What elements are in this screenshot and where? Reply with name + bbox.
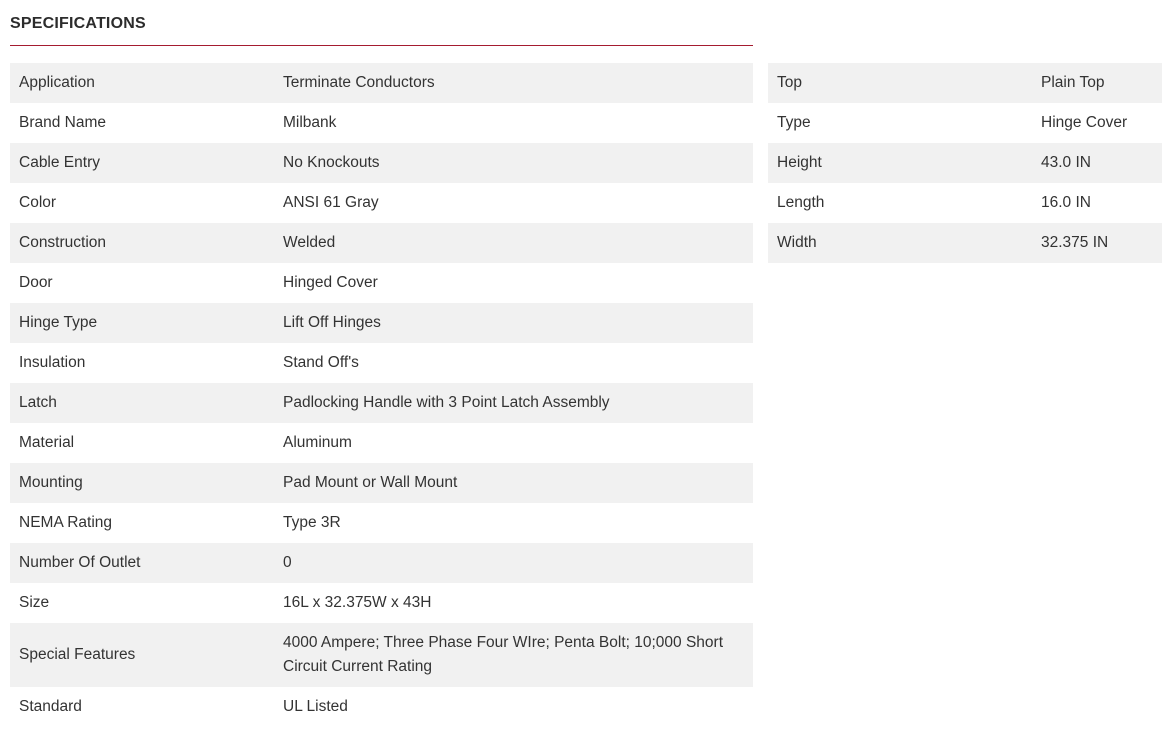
spec-value: Welded (283, 234, 336, 251)
spec-label: Construction (19, 234, 107, 251)
spec-row (10, 503, 753, 543)
spec-label: Special Features (19, 646, 136, 663)
spec-row (768, 223, 1162, 263)
spec-row (10, 143, 753, 183)
spec-value: Pad Mount or Wall Mount (283, 474, 458, 491)
spec-label: Type (777, 114, 811, 131)
spec-label: Color (19, 194, 57, 211)
spec-value: 16L x 32.375W x 43H (283, 594, 432, 611)
spec-value: Terminate Conductors (283, 74, 435, 91)
spec-value: 16.0 IN (1041, 194, 1091, 211)
spec-label: Material (19, 434, 75, 451)
spec-row (10, 463, 753, 503)
spec-label: Top (777, 74, 802, 91)
spec-label: Standard (19, 698, 82, 715)
spec-table-left (10, 63, 753, 727)
spec-row (10, 583, 753, 623)
spec-label: Number Of Outlet (19, 554, 141, 571)
spec-value: Milbank (283, 114, 337, 131)
spec-value: No Knockouts (283, 154, 380, 171)
spec-label: Cable Entry (19, 154, 100, 171)
heading-divider (10, 45, 753, 46)
spec-label: NEMA Rating (19, 514, 113, 531)
spec-value: Plain Top (1041, 74, 1105, 91)
spec-label: Size (19, 594, 50, 611)
spec-value: Hinged Cover (283, 274, 378, 291)
spec-label: Length (777, 194, 825, 211)
spec-label: Hinge Type (19, 314, 98, 331)
spec-label: Application (19, 74, 95, 91)
spec-table-right (768, 63, 1162, 263)
spec-row (768, 183, 1162, 223)
spec-row (10, 183, 753, 223)
spec-value: 0 (283, 554, 292, 571)
spec-value: Type 3R (283, 514, 341, 531)
spec-label: Width (777, 234, 817, 251)
specifications-heading: SPECIFICATIONS (10, 15, 146, 32)
spec-row (768, 143, 1162, 183)
spec-label: Height (777, 154, 822, 171)
spec-value: Stand Off's (283, 354, 359, 371)
spec-label: Insulation (19, 354, 86, 371)
spec-label: Latch (19, 394, 57, 411)
spec-value: Padlocking Handle with 3 Point Latch Assembly (283, 394, 610, 411)
spec-value: UL Listed (283, 698, 348, 715)
spec-row (10, 383, 753, 423)
spec-row (10, 223, 753, 263)
spec-value: 4000 Ampere; Three Phase Four WIre; Penta Bolt; 10;000 Short Circuit Current Rating (283, 634, 723, 675)
spec-value: Lift Off Hinges (283, 314, 381, 331)
spec-row (10, 423, 753, 463)
spec-label: Door (19, 274, 53, 291)
spec-row (10, 303, 753, 343)
spec-label: Brand Name (19, 114, 107, 131)
spec-row (768, 103, 1162, 143)
spec-row (10, 343, 753, 383)
spec-value: Hinge Cover (1041, 114, 1128, 131)
spec-value: 43.0 IN (1041, 154, 1091, 171)
spec-row (10, 263, 753, 303)
spec-row (10, 543, 753, 583)
spec-row (10, 63, 753, 103)
spec-row (10, 687, 753, 727)
spec-value: Aluminum (283, 434, 352, 451)
spec-row (10, 623, 753, 687)
spec-value: ANSI 61 Gray (283, 194, 379, 211)
spec-row (10, 103, 753, 143)
spec-row (768, 63, 1162, 103)
spec-value: 32.375 IN (1041, 234, 1109, 251)
spec-label: Mounting (19, 474, 83, 491)
